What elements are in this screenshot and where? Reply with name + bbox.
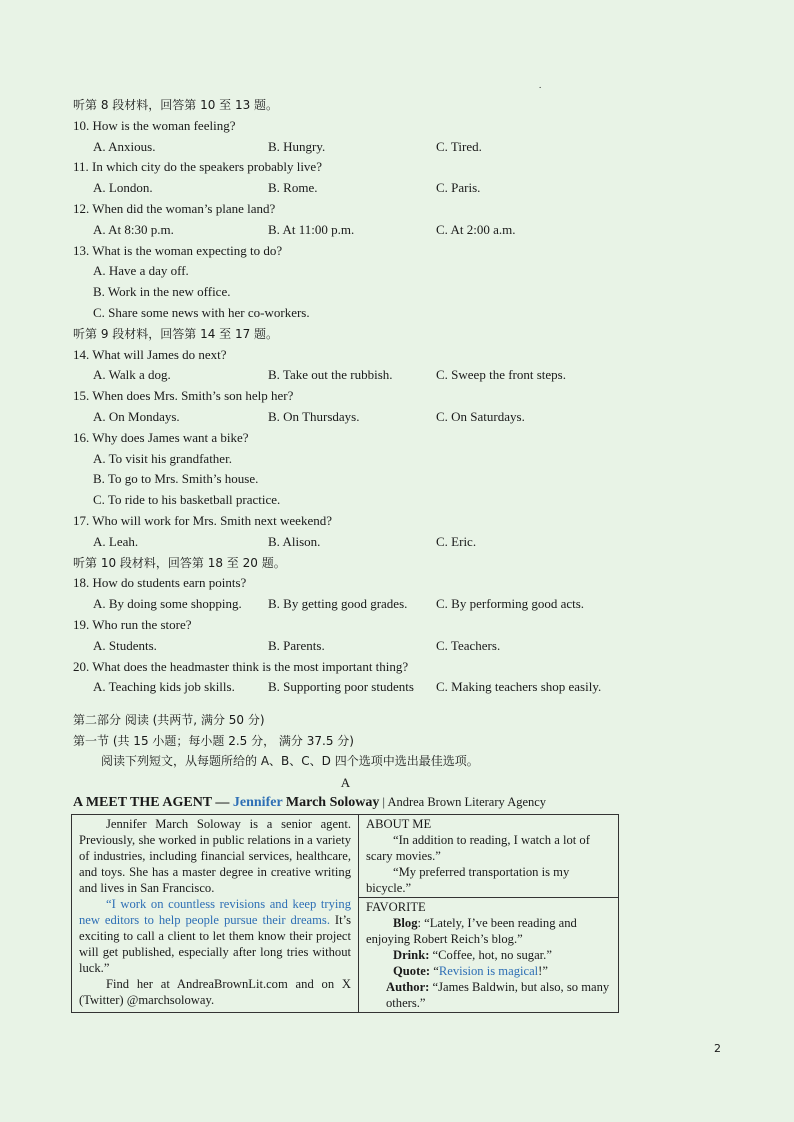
question-stem: 19. Who run the store? [73, 616, 192, 632]
question-stem: 20. What does the headmaster think is the most important thing? [73, 658, 409, 674]
title-name-rest: March Soloway [282, 795, 380, 810]
question-stem: 18. How do students earn points? [73, 575, 247, 591]
section-heading: 听第 8 段材料，回答第 10 至 13 题。 [73, 98, 279, 112]
title-agency: | Andrea Brown Literary Agency [379, 795, 547, 809]
answer-option-b: B. Parents. [268, 637, 325, 653]
author-text: “James Baldwin, but also, so many others.” [386, 980, 610, 1010]
bio-paragraph: Jennifer March Soloway is a senior agent. Previously, she worked in public relations in a variety of industries, including financial services, healthcare, and toys. She has a master degree in creative writing and lives in San Francisco. [79, 817, 351, 895]
drink-text: “Coffee, hot, no sugar.” [429, 948, 552, 962]
section-title: 第一节 (共 15 小题；每小题 2.5 分， 满分 37.5 分) [73, 733, 354, 748]
title-lead: A MEET THE AGENT — [73, 795, 233, 810]
section-heading: 听第 10 段材料，回答第 18 至 20 题。 [73, 555, 286, 570]
answer-option-b: B. Alison. [268, 533, 321, 549]
bio-cell [72, 815, 359, 1013]
answer-options-row [73, 365, 633, 386]
title-name-blue: Jennifer [232, 795, 283, 810]
question-stem: 14. What will James do next? [73, 346, 227, 362]
answer-option-a: A. Teaching kids job skills. [93, 679, 235, 695]
answer-option-b: B. Hungry. [268, 138, 326, 154]
answer-option-a: A. London. [93, 180, 153, 196]
page-number: 2 [714, 1042, 721, 1055]
answer-option-c: C. Sweep the front steps. [436, 367, 566, 383]
about-paragraph-2: “My preferred transportation is my bicycle.” [366, 865, 570, 895]
answer-option-b: B. On Thursdays. [268, 408, 360, 424]
question-stem: 12. When did the woman’s plane land? [73, 200, 276, 216]
header-dot: . [539, 80, 542, 90]
favorite-heading: FAVORITE [366, 900, 426, 914]
answer-option-a: A. Walk a dog. [93, 367, 171, 383]
instruction: 阅读下列短文，从每题所给的 A、B、C、D 四个选项中选出最佳选项。 [101, 754, 479, 768]
answer-option-a: A. Leah. [93, 533, 139, 549]
answer-option-a: A. Students. [93, 637, 157, 653]
author-label: Author: [386, 980, 430, 994]
favorite-author [366, 979, 611, 1011]
answer-option-b: B. Take out the rubbish. [268, 367, 393, 383]
answer-option: B. Work in the new office. [93, 284, 231, 300]
quote-rest-text: It’s exciting to call a client to let them know their project will get published, especially after long tries without luck.” [79, 913, 351, 975]
drink-label: Drink: [393, 948, 430, 962]
answer-option-a: A. Anxious. [93, 138, 156, 154]
about-cell [359, 815, 619, 898]
answer-option-a: A. On Mondays. [93, 408, 180, 424]
answer-option: B. To go to Mrs. Smith’s house. [93, 471, 259, 487]
answer-options-row [73, 636, 633, 657]
passage-letter: A [340, 775, 351, 790]
section-heading: 听第 9 段材料，回答第 14 至 17 题。 [73, 326, 279, 341]
answer-option-c: C. Making teachers shop easily. [436, 679, 602, 695]
question-stem: 15. When does Mrs. Smith’s son help her? [73, 388, 294, 404]
answer-option-c: C. At 2:00 a.m. [436, 221, 516, 237]
answer-options-row [73, 220, 633, 241]
quote-paragraph [79, 896, 351, 976]
answer-option-c: C. On Saturdays. [436, 408, 525, 424]
answer-options-row [73, 407, 633, 428]
answer-options-row [73, 137, 633, 158]
about-heading: ABOUT ME [366, 817, 432, 831]
answer-options-row [73, 178, 633, 199]
favorite-cell [359, 898, 619, 1013]
answer-option-c: C. Teachers. [436, 637, 501, 653]
quote-close: !” [538, 964, 548, 978]
answer-option: C. Share some news with her co-workers. [93, 304, 310, 320]
answer-option-c: C. Paris. [436, 180, 481, 196]
answer-option: A. To visit his grandfather. [93, 450, 232, 466]
answer-option-c: C. Tired. [436, 138, 482, 154]
quote-blue: Revision is magical [438, 964, 539, 978]
answer-options-row [73, 594, 633, 615]
blog-label: Blog [393, 916, 418, 930]
article-title [73, 795, 546, 811]
favorite-drink [366, 947, 611, 963]
answer-option-b: B. Supporting poor students [268, 679, 414, 695]
question-stem: 11. In which city do the speakers probably live? [73, 159, 322, 175]
answer-option-b: B. By getting good grades. [268, 596, 408, 612]
answer-option-c: C. By performing good acts. [436, 596, 585, 612]
agent-profile-table [71, 814, 619, 1013]
about-paragraph-1: “In addition to reading, I watch a lot of scary movies.” [366, 833, 590, 863]
part-title: 第二部分 阅读 (共两节, 满分 50 分) [73, 713, 265, 727]
favorite-blog [366, 915, 611, 947]
reading-section-header [73, 710, 693, 772]
quote-label: Quote: [393, 964, 431, 978]
answer-option-a: A. At 8:30 p.m. [93, 221, 174, 237]
question-stem: 16. Why does James want a bike? [73, 429, 249, 445]
answer-option: A. Have a day off. [93, 263, 189, 279]
answer-option-b: B. At 11:00 p.m. [268, 221, 355, 237]
question-stem: 17. Who will work for Mrs. Smith next weekend? [73, 512, 332, 528]
listening-questions [73, 95, 633, 698]
answer-option-b: B. Rome. [268, 180, 318, 196]
answer-options-row [73, 677, 633, 698]
quote-open: “ [430, 964, 439, 978]
quote-blue-text: “I work on countless revisions and keep trying new editors to help people pursue their dreams. [79, 897, 351, 927]
question-stem: 10. How is the woman feeling? [73, 117, 236, 133]
contact-paragraph: Find her at AndreaBrownLit.com and on X (Twitter) @marchsoloway. [79, 977, 351, 1007]
favorite-quote [366, 963, 611, 979]
answer-option: C. To ride to his basketball practice. [93, 492, 281, 508]
blog-text: : “Lately, I’ve been reading and enjoying Robert Reich’s blog.” [366, 916, 577, 946]
answer-options-row [73, 532, 633, 553]
question-stem: 13. What is the woman expecting to do? [73, 242, 283, 258]
answer-option-a: A. By doing some shopping. [93, 596, 242, 612]
answer-option-c: C. Eric. [436, 533, 477, 549]
